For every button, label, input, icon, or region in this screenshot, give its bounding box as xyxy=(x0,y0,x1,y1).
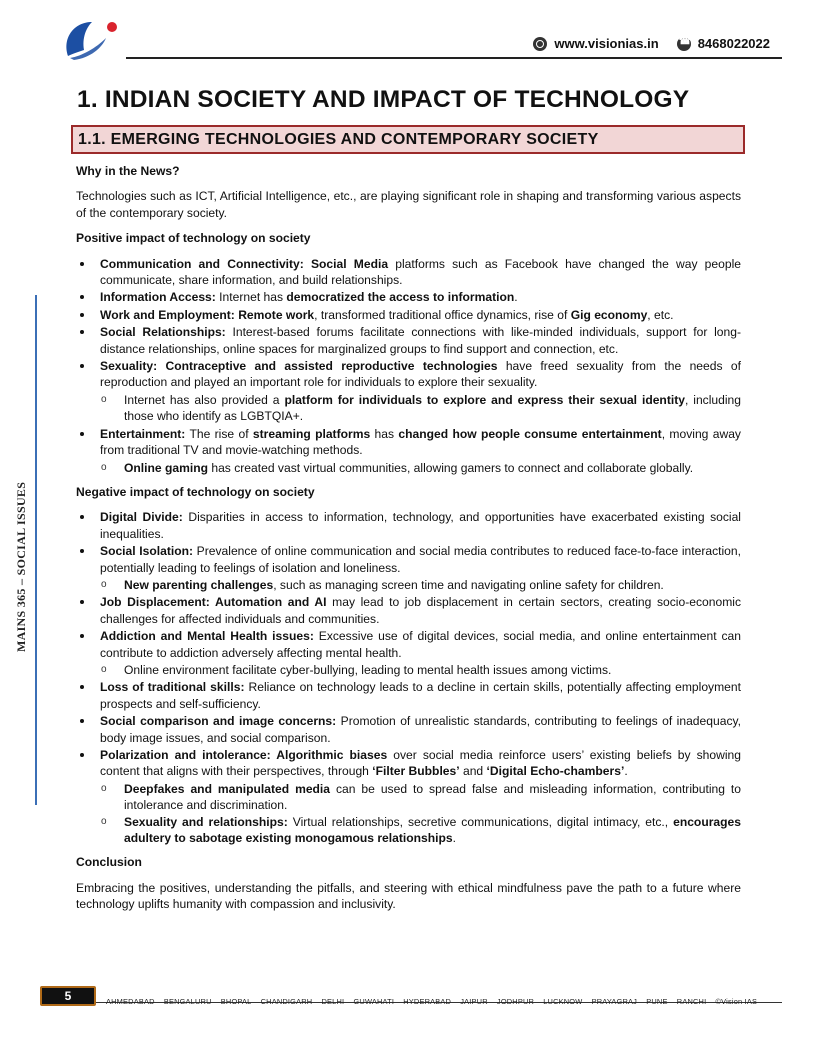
article-body xyxy=(76,163,741,922)
list-item: Communication and Connectivity: Social Media platforms such as Facebook have changed the way people communicate, share information, and build relationships. xyxy=(76,256,741,289)
footer-city: PRAYAGRAJ xyxy=(591,997,638,1006)
footer-city: JAIPUR xyxy=(460,997,488,1006)
list-item: Social Relationships: Interest-based forums facilitate connections with like-minded individuals, support for long-distance relationships, online spaces for marginalized groups to find support and connection, etc. xyxy=(76,324,741,357)
footer-city: DELHI xyxy=(321,997,345,1006)
negative-heading: Negative impact of technology on society xyxy=(76,484,315,499)
list-item: Social Isolation: Prevalence of online communication and social media contributes to reduced face-to-face interaction, potentially leading to feelings of isolation and loneliness. o New parenting challenges, such as managing screen time and navigating online safety for children. xyxy=(76,543,741,593)
sub-list-item: o New parenting challenges, such as managing screen time and navigating online safety for children. xyxy=(100,577,741,593)
sub-list-item: o Online environment facilitate cyber-bullying, leading to mental health issues among victims. xyxy=(100,662,741,678)
globe-icon xyxy=(533,37,547,51)
footer-city: CHANDIGARH xyxy=(260,997,313,1006)
page-number: 5 xyxy=(40,986,96,1006)
vision-ias-logo xyxy=(62,16,128,64)
list-item: Polarization and intolerance: Algorithmic biases over social media reinforce users’ existing beliefs by showing content that aligns with their perspectives, through ‘Filter Bubbles’ and ‘Digital Echo-chambers’. o Deepfakes and manipulated media can be used to spread false and misleading information, contributing to intolerance and discrimination. o Sexuality and relationships: Virtual relationships, secretive communications, digital intimacy, etc., encourages adultery to sabotage existing monogamous relationships. xyxy=(76,747,741,846)
phone-number[interactable]: 8468022022 xyxy=(697,36,770,51)
footer-city: BENGALURU xyxy=(163,997,212,1006)
why-text: Technologies such as ICT, Artificial Intelligence, etc., are playing significant role in shaping and transforming various aspects of the contemporary society. xyxy=(76,189,741,220)
footer-city: JODHPUR xyxy=(496,997,535,1006)
footer-city: GUWAHATI xyxy=(353,997,395,1006)
list-item: Addiction and Mental Health issues: Excessive use of digital devices, social media, and online entertainment can contribute to addiction adversely affecting mental health. o Online environment facilitate cyber-bullying, leading to mental health issues among victims. xyxy=(76,628,741,678)
list-item: Sexuality: Contraceptive and assisted reproductive technologies have freed sexuality from the needs of reproduction and played an important role for individuals to explore their sexuality. o Internet has also provided a platform for individuals to explore and express their sexual identity, including those who identify as LGBTQIA+. xyxy=(76,358,741,425)
side-divider xyxy=(35,295,37,805)
sub-list-item: o Deepfakes and manipulated media can be used to spread false and misleading information, contributing to intolerance and discrimination. xyxy=(100,781,741,814)
footer-city: HYDERABAD xyxy=(403,997,452,1006)
chapter-title: 1. INDIAN SOCIETY AND IMPACT OF TECHNOLOGY xyxy=(77,86,690,113)
footer-city: RANCHI ©Vision IAS xyxy=(676,997,758,1006)
section-title: 1.1. EMERGING TECHNOLOGIES AND CONTEMPORARY SOCIETY xyxy=(78,131,599,148)
side-label: MAINS 365 – SOCIAL ISSUES xyxy=(14,481,28,652)
website-link[interactable]: www.visionias.in xyxy=(554,36,659,51)
positive-heading: Positive impact of technology on society xyxy=(76,231,311,246)
conclusion-text: Embracing the positives, understanding the pitfalls, and steering with ethical mindfulness pave the path to a future where technology uplifts humanity with compassion and inclusivity. xyxy=(76,880,741,912)
list-item: Work and Employment: Remote work, transformed traditional office dynamics, rise of Gig economy, etc. xyxy=(76,307,741,323)
footer-city: BHOPAL xyxy=(220,997,252,1006)
conclusion-heading: Conclusion xyxy=(76,855,142,870)
footer-city: AHMEDABAD xyxy=(106,997,155,1006)
footer-cities xyxy=(106,997,766,1006)
positive-list xyxy=(76,256,741,476)
header-rule xyxy=(126,57,782,59)
sub-list-item: o Online gaming has created vast virtual communities, allowing gamers to connect and collaborate globally. xyxy=(100,460,741,476)
negative-list xyxy=(76,509,741,846)
contact-bar xyxy=(533,36,770,51)
footer-copyright: ©Vision IAS xyxy=(715,997,758,1006)
list-item: Digital Divide: Disparities in access to information, technology, and opportunities have exacerbated existing social inequalities. xyxy=(76,509,741,542)
list-item: Loss of traditional skills: Reliance on technology leads to a decline in certain skills, potentially affecting employment prospects and self-sufficiency. xyxy=(76,679,741,712)
list-item: Job Displacement: Automation and AI may lead to job displacement in certain sectors, creating socio-economic challenges for affected individuals and communities. xyxy=(76,594,741,627)
section-box xyxy=(71,125,745,154)
phone-icon xyxy=(677,37,691,51)
footer-city: PUNE xyxy=(646,997,668,1006)
sub-list-item: o Sexuality and relationships: Virtual relationships, secretive communications, digital intimacy, etc., encourages adultery to sabotage existing monogamous relationships. xyxy=(100,814,741,847)
footer-city: LUCKNOW xyxy=(543,997,583,1006)
list-item: Entertainment: The rise of streaming platforms has changed how people consume entertainment, moving away from traditional TV and movie-watching methods. o Online gaming has created vast virtual communities, allowing gamers to connect and collaborate globally. xyxy=(76,426,741,476)
list-item: Social comparison and image concerns: Promotion of unrealistic standards, contributing to feelings of inadequacy, body image issues, and social comparison. xyxy=(76,713,741,746)
sub-list-item: o Internet has also provided a platform for individuals to explore and express their sexual identity, including those who identify as LGBTQIA+. xyxy=(100,392,741,425)
list-item: Information Access: Internet has democratized the access to information. xyxy=(76,289,741,305)
why-heading: Why in the News? xyxy=(76,164,180,178)
